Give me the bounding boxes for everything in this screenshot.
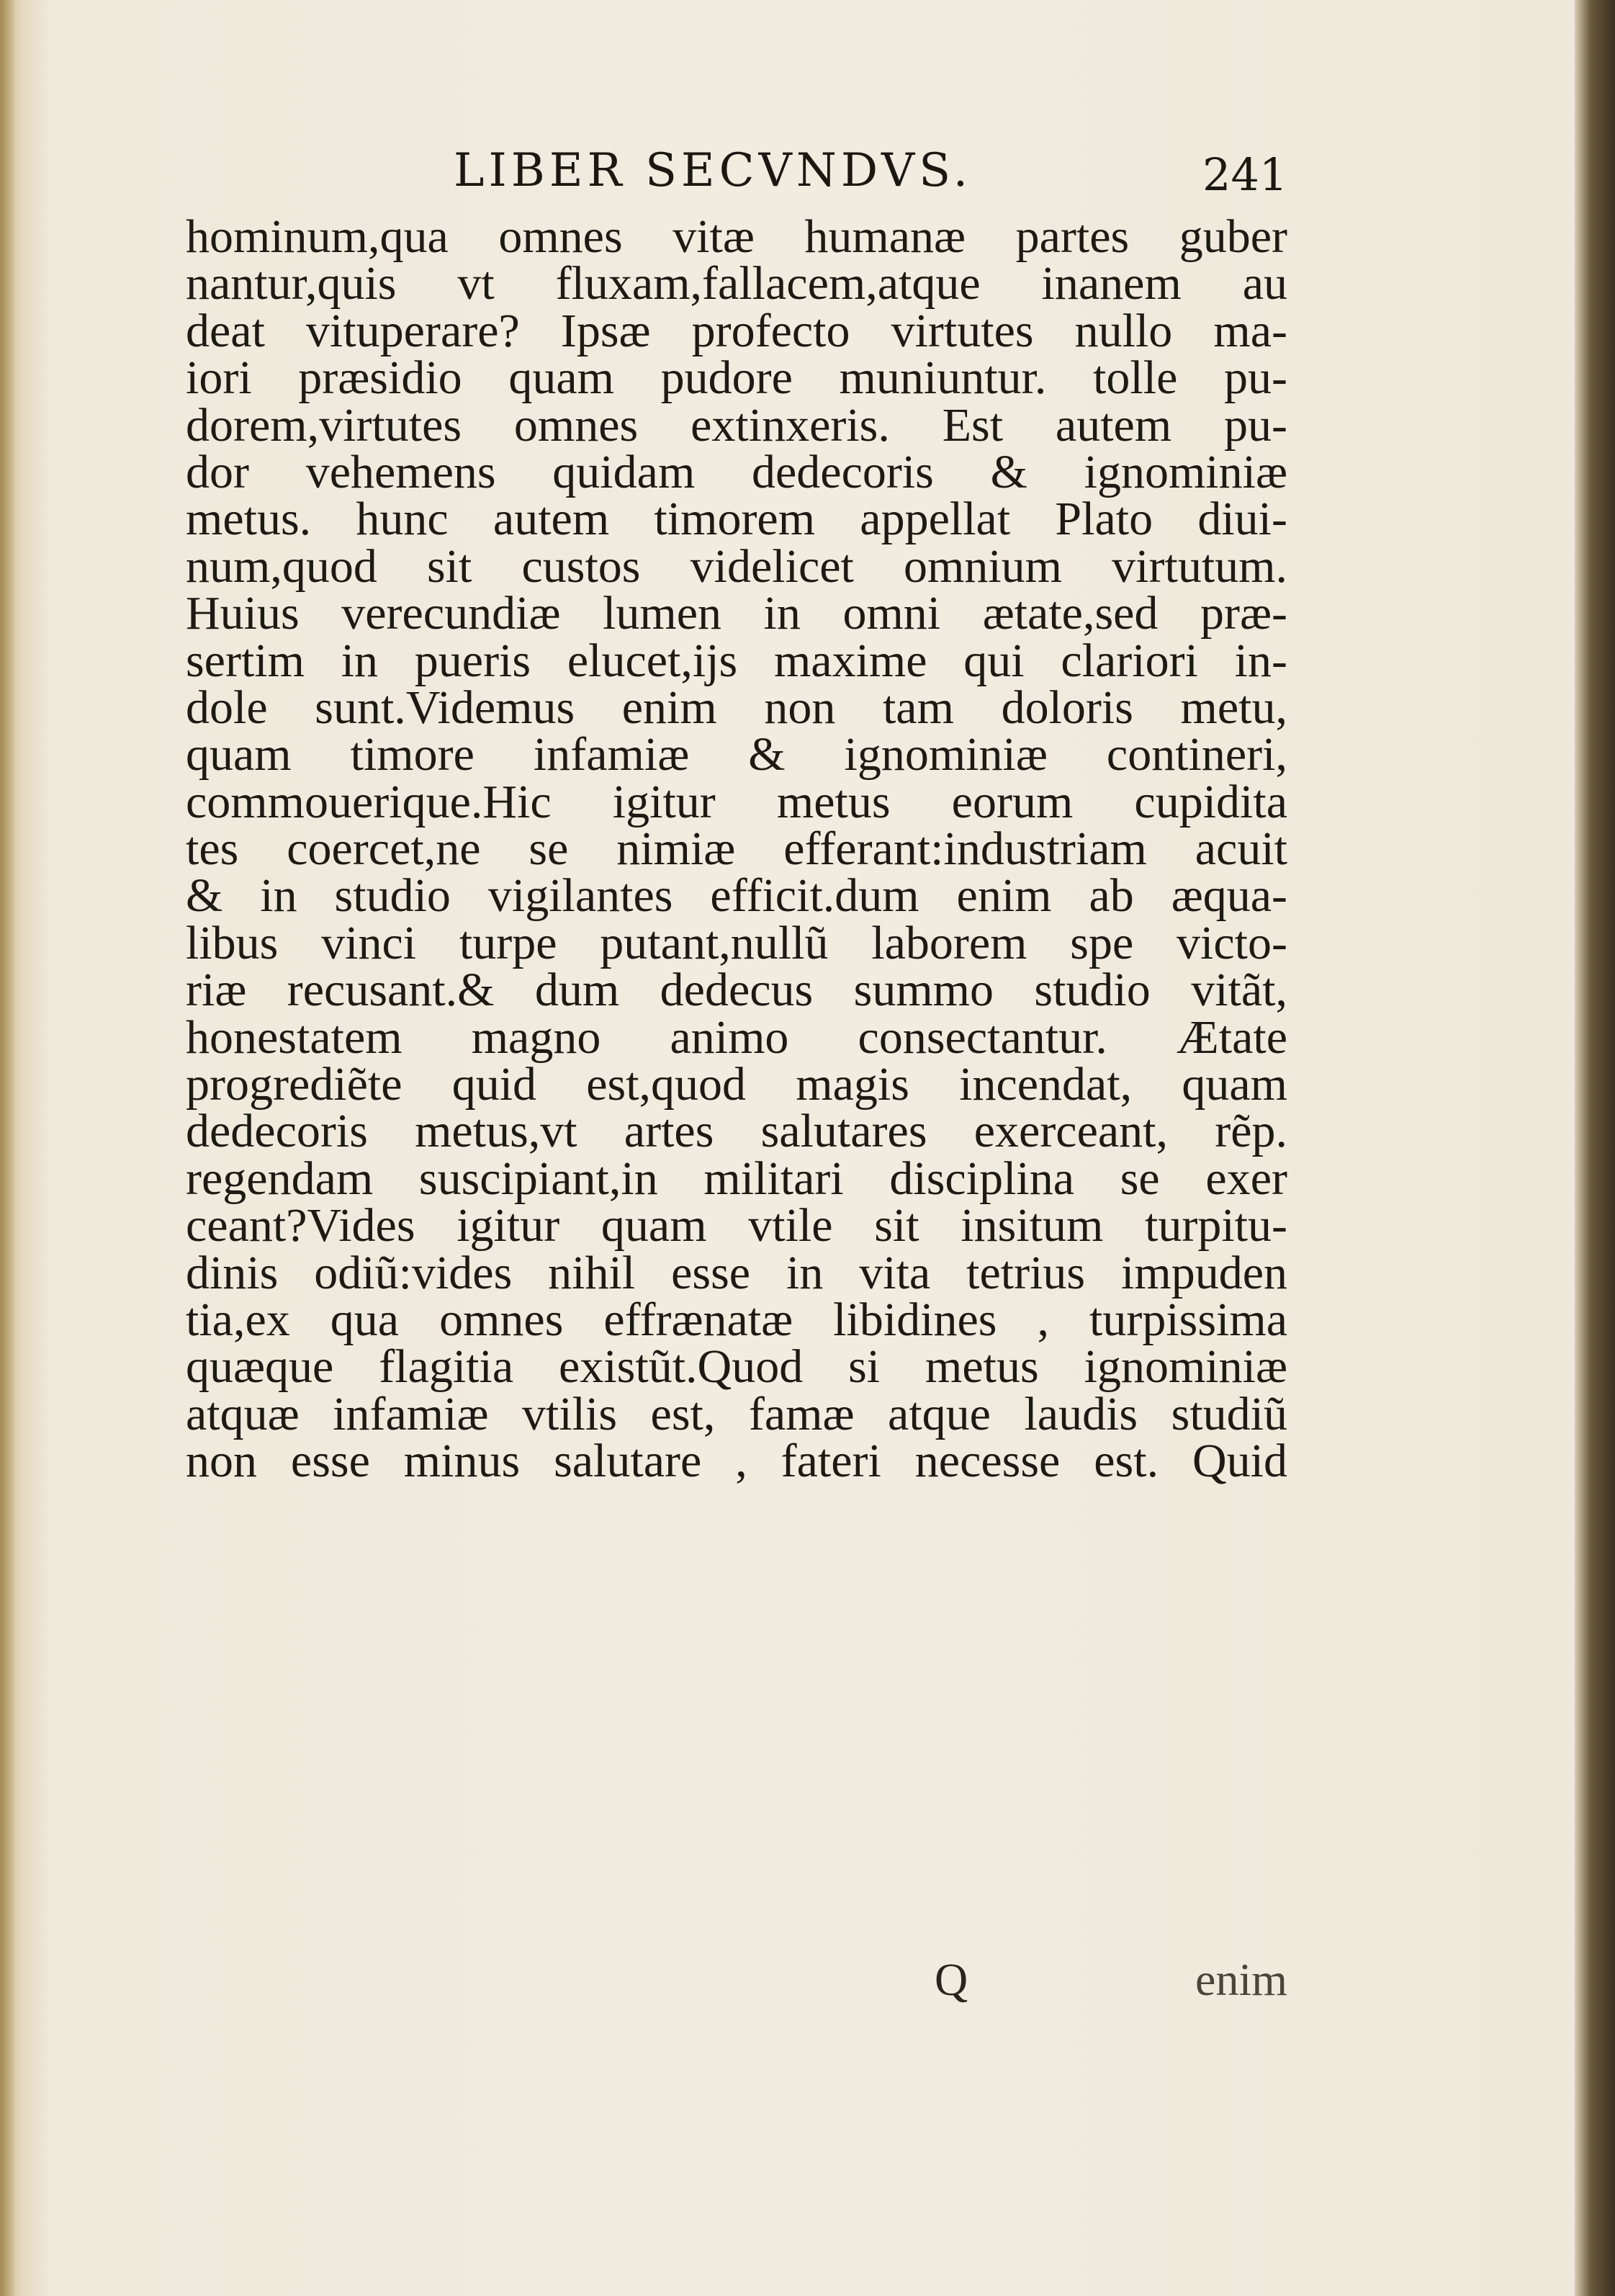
text-line: hominum,qua omnes vitæ humanæ partes guber bbox=[186, 210, 1287, 263]
text-line: dole sunt.Videmus enim non tam doloris metu, bbox=[186, 681, 1287, 734]
catchword: enim bbox=[1195, 1954, 1287, 2005]
text-line: dedecoris metus,vt artes salutares exerceant, rẽp. bbox=[186, 1105, 1287, 1158]
spine-shadow bbox=[0, 0, 16, 2296]
page-edge bbox=[1575, 0, 1615, 2296]
text-line: dorem,virtutes omnes extinxeris. Est autem pu- bbox=[186, 398, 1287, 452]
text-line: libus vinci turpe putant,nullũ laborem spe victo- bbox=[186, 916, 1287, 969]
page-footer bbox=[186, 1953, 1287, 2011]
text-line: tia,ex qua omnes effrænatæ libidines , turpissima bbox=[186, 1293, 1287, 1346]
text-line: ceant?Vides igitur quam vtile sit insitum turpitu- bbox=[186, 1199, 1287, 1252]
text-line: iori præsidio quam pudore muniuntur. tolle pu- bbox=[186, 351, 1287, 405]
text-line: non esse minus salutare , fateri necesse est. Quid bbox=[186, 1435, 1287, 1488]
running-title: LIBER SECVNDVS. bbox=[454, 144, 973, 197]
text-line: progrediẽte quid est,quod magis incendat, quam bbox=[186, 1058, 1287, 1111]
text-line: dinis odiũ:vides nihil esse in vita tetrius impuden bbox=[186, 1246, 1287, 1299]
text-line: metus. hunc autem timorem appellat Plato diui- bbox=[186, 493, 1287, 546]
text-line: Huius verecundiæ lumen in omni ætate,sed præ- bbox=[186, 587, 1287, 640]
text-line: & in studio vigilantes efficit.dum enim ab æqua- bbox=[186, 869, 1287, 923]
text-line: deat vituperare? Ipsæ profecto virtutes nullo ma- bbox=[186, 304, 1287, 357]
text-line: sertim in pueris elucet,ijs maxime qui clariori in- bbox=[186, 634, 1287, 687]
text-line: riæ recusant.& dum dedecus summo studio vitãt, bbox=[186, 964, 1287, 1017]
page-number: 241 bbox=[1202, 148, 1288, 201]
text-line: quam timore infamiæ & ignominiæ contineri, bbox=[186, 728, 1287, 781]
text-line: regendam suscipiant,in militari disciplina se exer bbox=[186, 1152, 1287, 1205]
text-line: nantur,quis vt fluxam,fallacem,atque inanem au bbox=[186, 257, 1287, 310]
text-line: tes coercet,ne se nimiæ efferant:industriam acuit bbox=[186, 822, 1287, 876]
text-line: commouerique.Hic igitur metus eorum cupidita bbox=[186, 775, 1287, 828]
text-line: quæque flagitia existũt.Quod si metus ignominiæ bbox=[186, 1340, 1287, 1394]
body-text bbox=[186, 210, 1287, 1488]
text-line: num,quod sit custos videlicet omnium virtutum. bbox=[186, 539, 1287, 593]
text-line: atquæ infamiæ vtilis est, famæ atque laudis studiũ bbox=[186, 1387, 1287, 1440]
signature-mark: Q bbox=[935, 1954, 968, 2005]
text-line: dor vehemens quidam dedecoris & ignominiæ bbox=[186, 445, 1287, 498]
text-line: honestatem magno animo consectantur. Ætate bbox=[186, 1010, 1287, 1064]
